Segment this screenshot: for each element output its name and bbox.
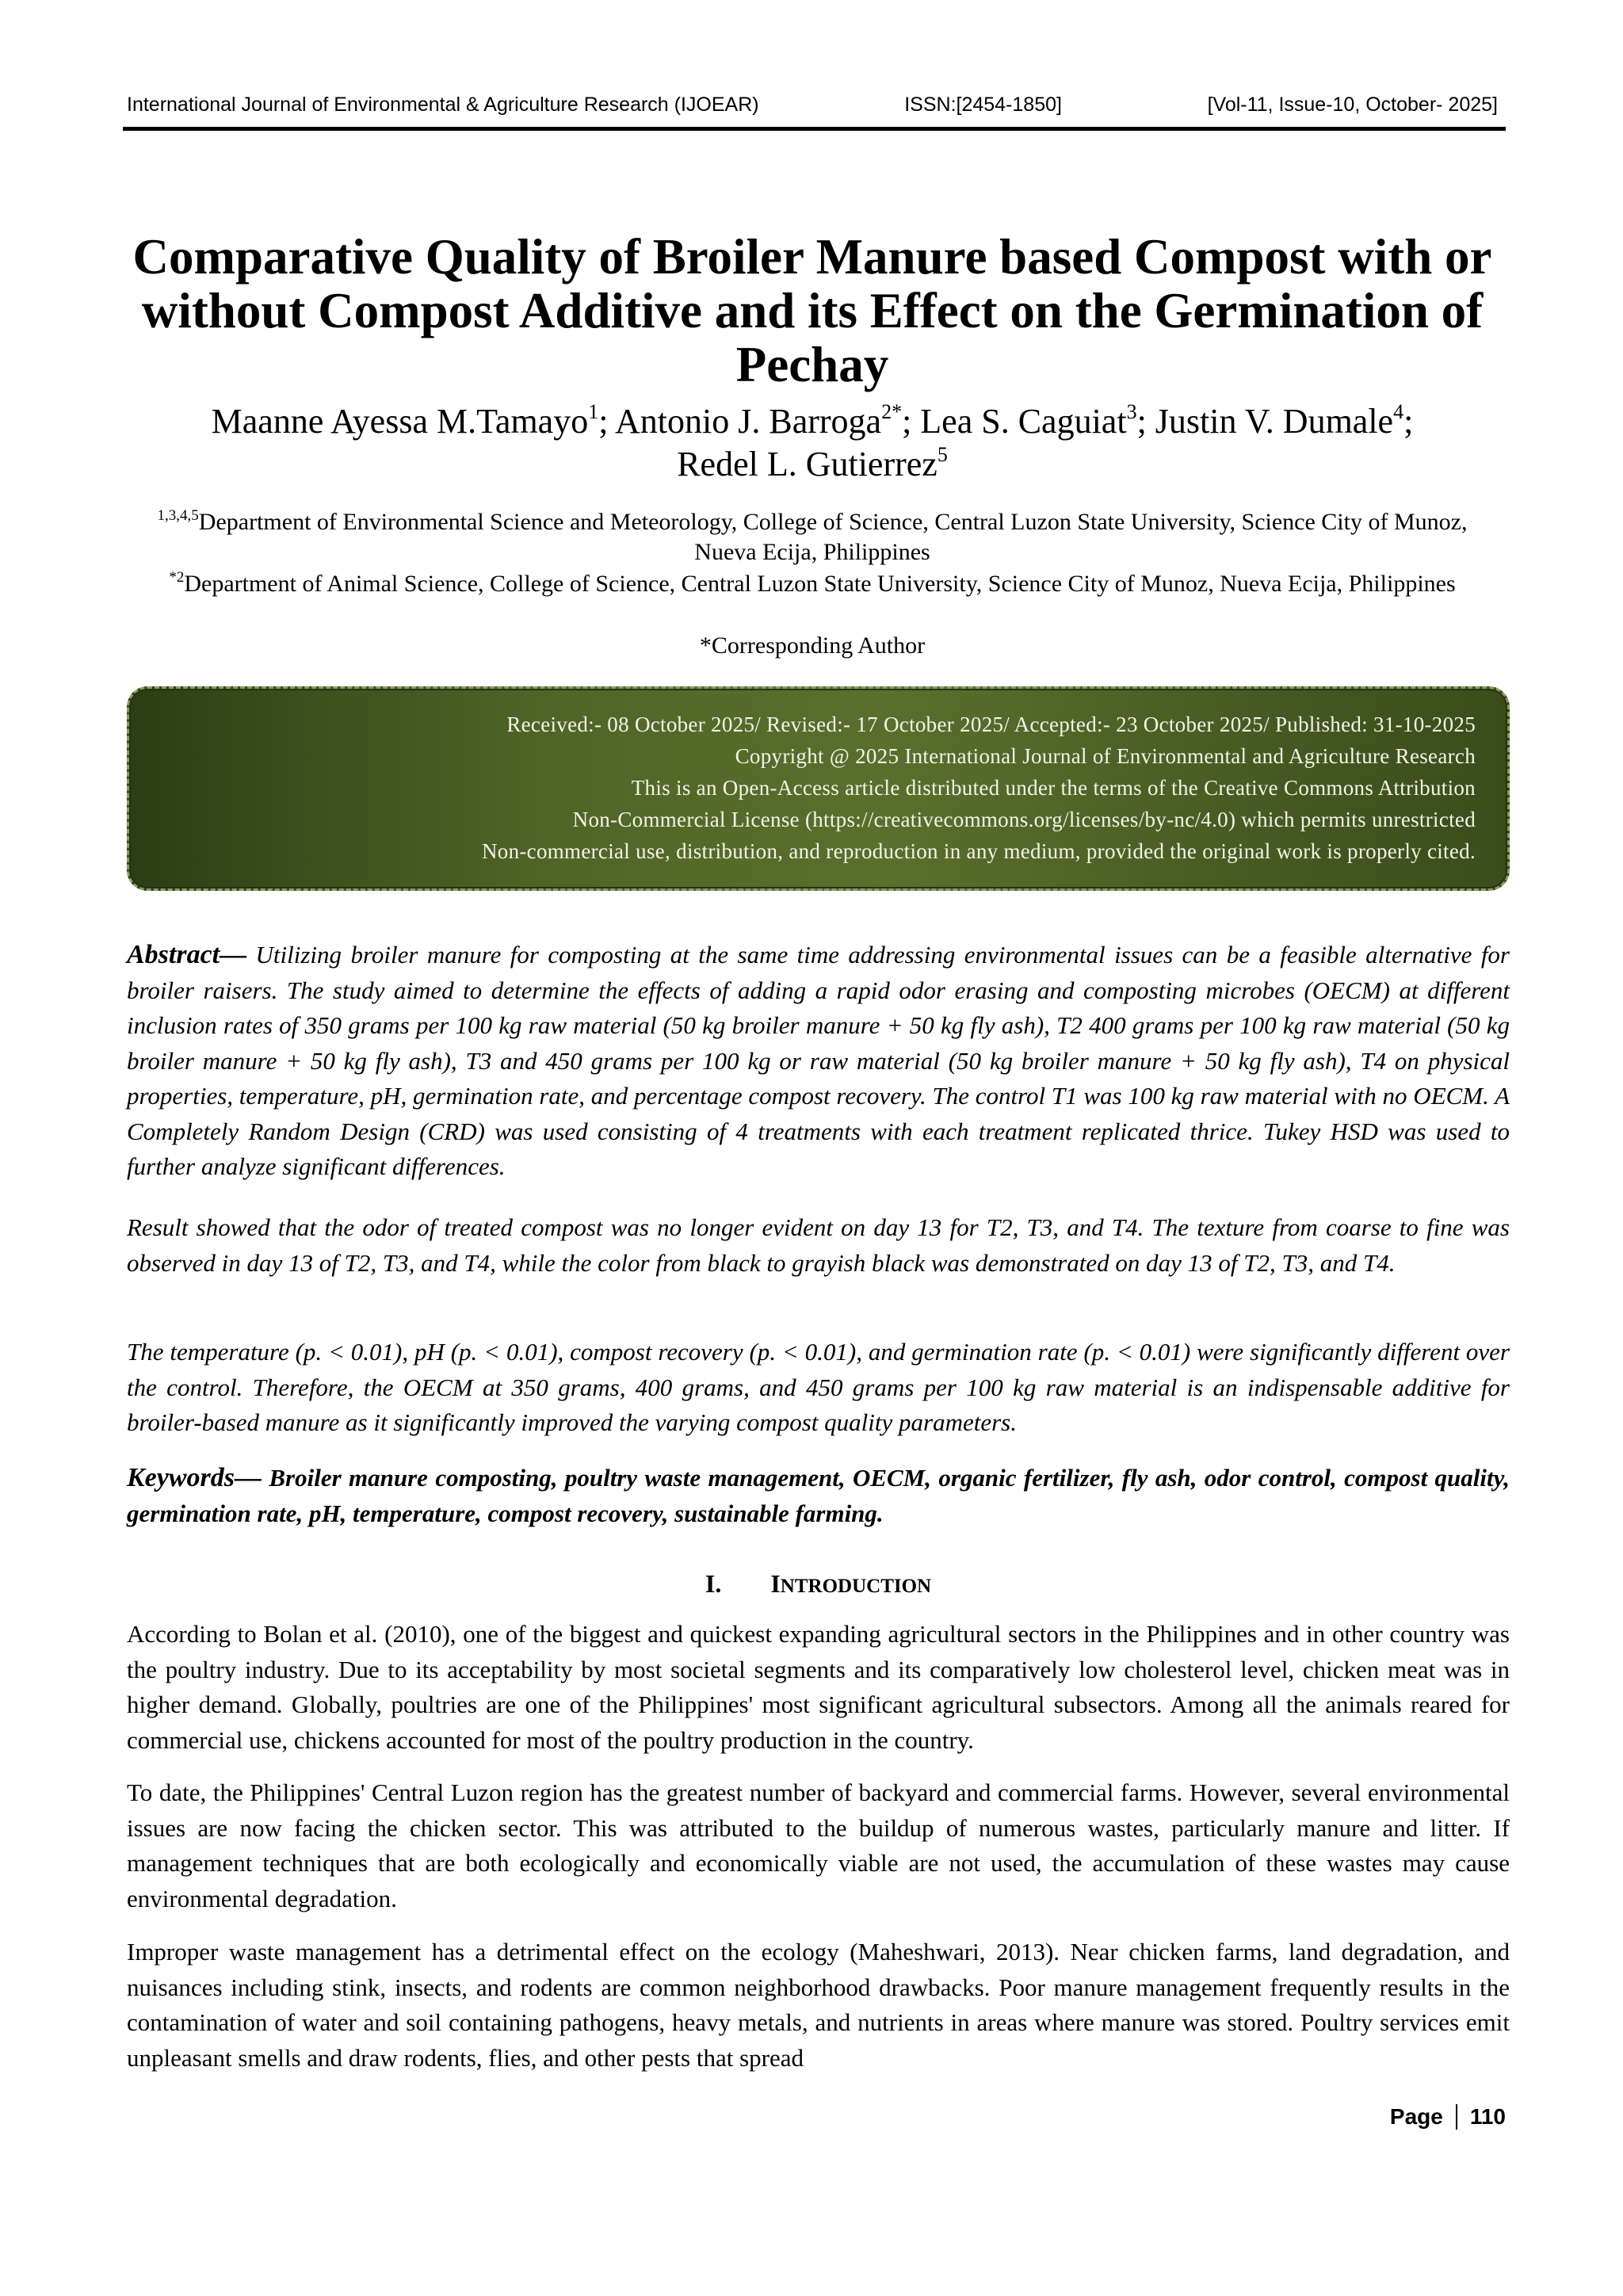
affiliation-text: Department of Animal Science, College of Science, Central Luzon State University, Science City of Munoz, Nueva Ecija, Philippines <box>184 571 1456 597</box>
author-separator: ; <box>1403 402 1414 441</box>
affiliation-sup: 1,3,4,5 <box>157 507 199 524</box>
author-name: Justin V. Dumale <box>1155 402 1394 441</box>
banner-line-copyright: Copyright @ 2025 International Journal of Environmental and Agriculture Research <box>735 744 1476 768</box>
running-header <box>127 94 1498 117</box>
issn: ISSN:[2454-1850] <box>904 94 1062 116</box>
author-separator: ; <box>902 402 921 441</box>
affiliation <box>127 507 1498 567</box>
author-sup: 4 <box>1393 400 1404 423</box>
affiliation-sup: *2 <box>169 569 185 586</box>
author-sup: 1 <box>588 400 599 423</box>
page-number-footer <box>1390 2104 1506 2130</box>
section-number: I. <box>705 1569 722 1598</box>
banner-line-license: Non-commercial use, distribution, and reproduction in any medium, provided the original work is properly cited. <box>481 839 1476 863</box>
corresponding-author-note: *Corresponding Author <box>699 632 926 659</box>
affiliation <box>127 569 1498 599</box>
affiliation-text: Department of Environmental Science and Meteorology, College of Science, Central Luzon State University, Science City of Munoz, Nueva Ecija, Philippines <box>198 509 1468 565</box>
abstract-paragraph <box>127 938 1510 1185</box>
section-heading-introduction <box>127 1568 1510 1603</box>
volume-issue: [Vol-11, Issue-10, October- 2025] <box>1207 94 1498 116</box>
page-divider <box>1456 2104 1457 2130</box>
banner-line-license: This is an Open-Access article distributed under the terms of the Creative Commons Attribution <box>631 776 1476 800</box>
author-separator: ; <box>1136 402 1155 441</box>
author-sup: 5 <box>937 443 948 466</box>
intro-paragraph: Improper waste management has a detrimental effect on the ecology (Maheshwari, 2013). Near chicken farms, land degradation, and nuisances including stink, insects, and rodents are common neighborhood drawbacks. Poor manure management frequently results in the contamination of water and soil containing pathogens, heavy metals, and nutrients in areas where manure was stored. Poultry services emit unpleasant smells and draw rodents, flies, and other pests that spread <box>127 1938 1510 2072</box>
banner-line-license: Non-Commercial License (https://creativecommons.org/licenses/by-nc/4.0) which permits unrestricted <box>572 808 1476 831</box>
abstract-paragraph: Result showed that the odor of treated compost was no longer evident on day 13 for T2, T3, and T4. The texture from coarse to fine was observed in day 13 of T2, T3, and T4, while the color from black to grayish black was demonstrated on day 13 of T2, T3, and T4. <box>127 1213 1510 1277</box>
author-name: Redel L. Gutierrez <box>677 445 938 483</box>
page-number: 110 <box>1469 2104 1506 2129</box>
intro-paragraph: To date, the Philippines' Central Luzon region has the greatest number of backyard and commercial farms. However, several environmental issues are now facing the chicken sector. This was attributed to the buildup of numerous wastes, particularly manure and litter. If management techniques that are both ecologically and economically viable are not used, the accumulation of these wastes may cause environmental degradation. <box>127 1778 1510 1912</box>
author-name: Antonio J. Barroga <box>615 402 882 441</box>
intro-paragraph: According to Bolan et al. (2010), one of the biggest and quickest expanding agricultural sectors in the Philippines and in other country was the poultry industry. Due to its acceptability by most societal segments and its comparatively low cholesterol level, chicken meat was in higher demand. Globally, poultries are one of the Philippines' most significant agricultural subsectors. Among all the animals reared for commercial use, chickens accounted for most of the poultry production in the country. <box>127 1620 1510 1754</box>
journal-name: International Journal of Environmental & Agriculture Research (IJOEAR) <box>127 94 759 116</box>
abstract-label: Abstract— <box>127 940 247 969</box>
author-list <box>103 400 1522 486</box>
section-title-rest: NTRODUCTION <box>780 1576 932 1597</box>
keywords-paragraph <box>127 1461 1510 1531</box>
author-name: Maanne Ayessa M.Tamayo <box>211 402 589 441</box>
publication-info-banner <box>127 686 1510 891</box>
abstract-paragraph: The temperature (p. < 0.01), pH (p. < 0.01), compost recovery (p. < 0.01), and germination rate (p. < 0.01) were significantly different over the control. Therefore, the OECM at 350 grams, 400 grams, and 450 grams per 100 kg raw material is an indispensable additive for broiler-based manure as it significantly improved the varying compost quality parameters. <box>127 1338 1510 1436</box>
header-rule <box>123 127 1506 131</box>
author-separator: ; <box>598 402 615 441</box>
abstract-text: Utilizing broiler manure for composting at the same time addressing environmental issues can be a feasible alternative for broiler raisers. The study aimed to determine the effects of adding a rapid odor erasing and composting microbes (OECM) at different inclusion rates of 350 grams per 100 kg raw material (50 kg broiler manure + 50 kg fly ash), T2 400 grams per 100 kg raw material (50 kg broiler manure + 50 kg fly ash), T3 and 450 grams per 100 kg or raw material (50 kg broiler manure + 50 kg fly ash), T4 on physical properties, temperature, pH, germination rate, and percentage compost recovery. The control T1 was 100 kg raw material with no OECM. A Completely Random Design (CRD) was used consisting of 4 treatments with each treatment replicated thrice. Tukey HSD was used to further analyze significant differences. <box>127 941 1510 1180</box>
section-title-initial: I <box>770 1569 781 1598</box>
keywords-text: Broiler manure composting, poultry waste management, OECM, organic fertilizer, fly ash, odor control, compost quality, germination rate, pH, temperature, compost recovery, sustainable farming. <box>127 1464 1510 1527</box>
paper-title: Comparative Quality of Broiler Manure based Compost with or without Compost Additive and its Effect on the Germination of Pechay <box>132 229 1492 392</box>
author-sup: 3 <box>1126 400 1137 423</box>
page-label: Page <box>1389 2104 1443 2129</box>
author-sup: 2* <box>881 400 903 423</box>
banner-line-dates: Received:- 08 October 2025/ Revised:- 17 October 2025/ Accepted:- 23 October 2025/ Published: 31-10-2025 <box>506 712 1476 736</box>
keywords-label: Keywords— <box>127 1463 262 1492</box>
author-name: Lea S. Caguiat <box>920 402 1127 441</box>
